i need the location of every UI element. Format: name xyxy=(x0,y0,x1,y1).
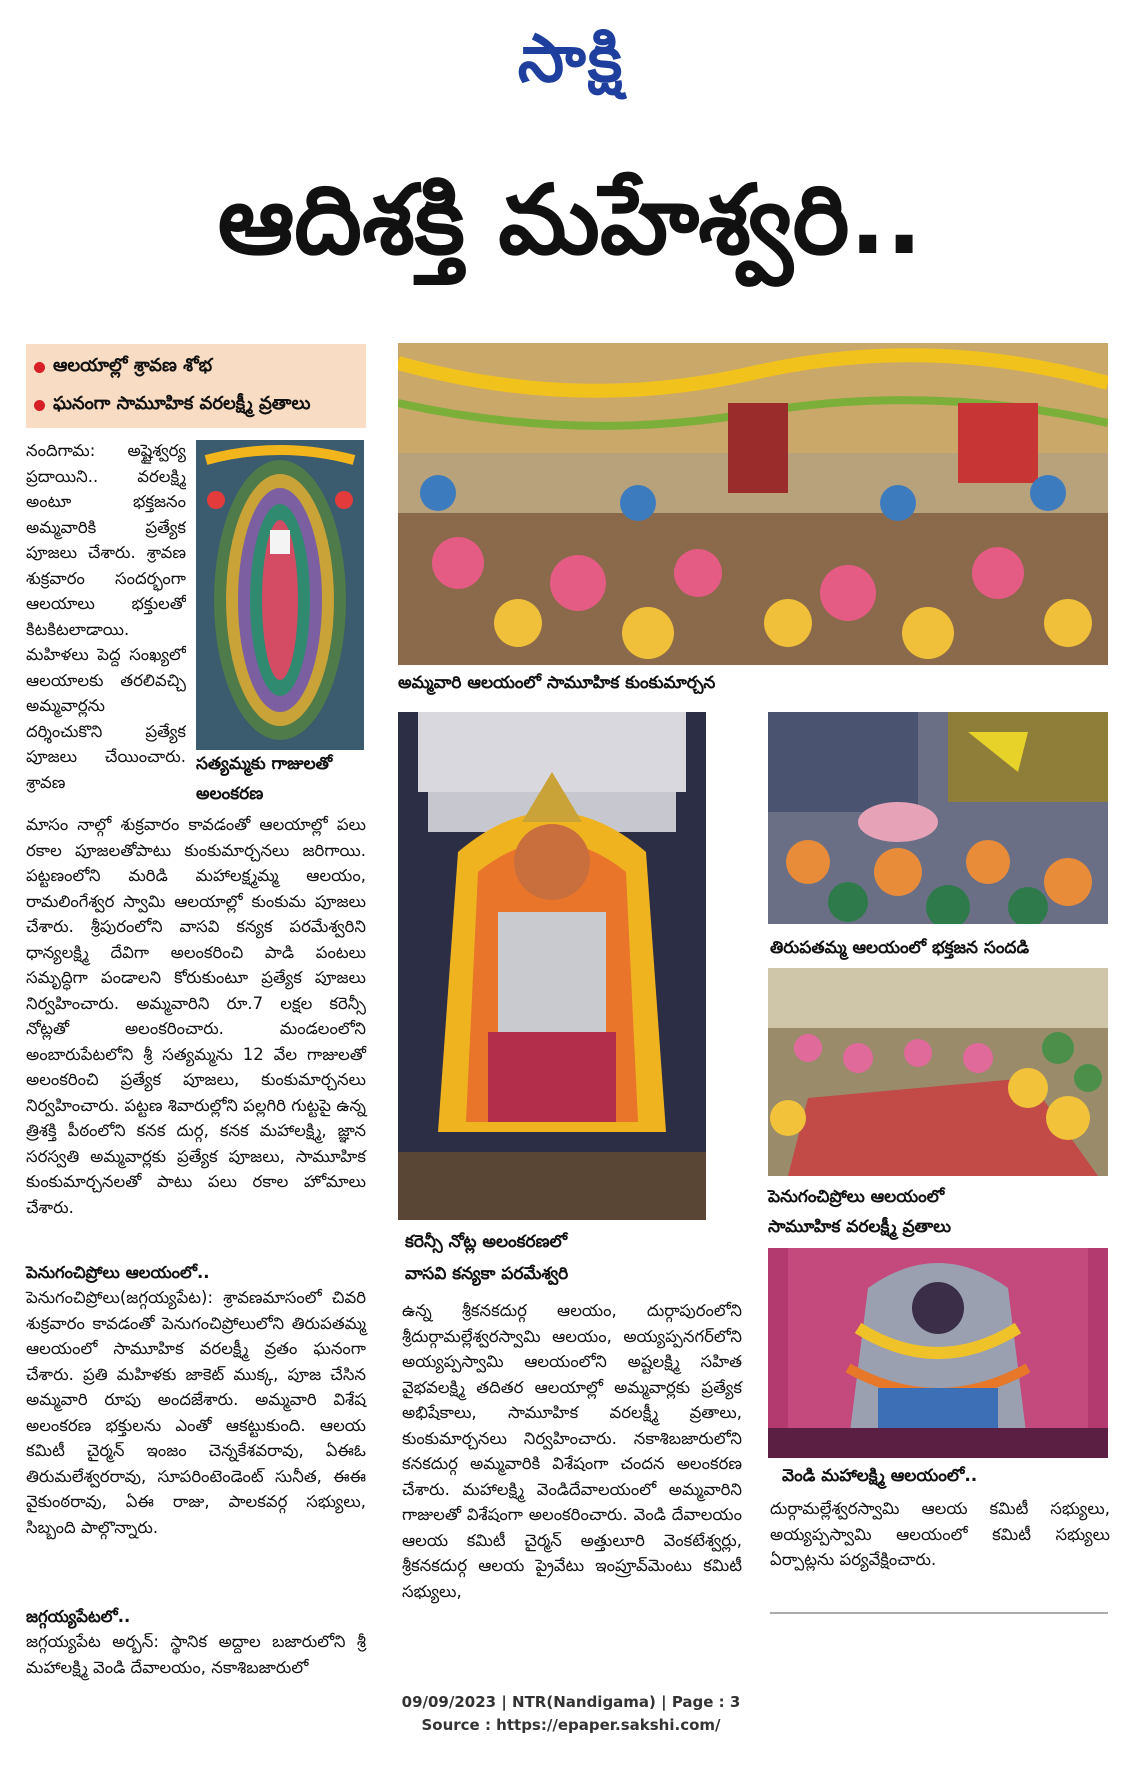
caption-penuganchi-line1: పెనుగంచిప్రోలు ఆలయంలో xyxy=(768,1187,945,1207)
highlight-item xyxy=(26,386,366,424)
vasavi-deity-image xyxy=(398,712,706,1220)
bullet-icon xyxy=(34,400,45,411)
penuganchiprolu-vratham-photo xyxy=(768,968,1108,1176)
article-paragraph-1: మాసం నాల్గో శుక్రవారం కావడంతో ఆలయాల్లో పలు రకాల పూజలతోపాటు కుంకుమార్చనలు జరిగాయి. పట్టణంలోని మరిడి మహాలక్ష్మమ్మ ఆలయం, రామలింగేశ్వర స్వామి ఆలయాల్లో కుంకుమ పూజలు చేశారు. శ్రీపురంలోని వాసవి కన్యక పరమేశ్వరిని ధాన్యలక్ష్మి దేవిగా అలంకరించి పాడి పంటలు సమృద్ధిగా పండాలని కోరుకుంటూ ప్రత్యేక పూజలు నిర్వహించారు. అమ్మవారిని రూ.7 లక్షల కరెన్సీ నోట్లతో అలంకరించారు. మండలంలోని అంబారుపేటలోని శ్రీ సత్యమ్మను 12 వేల గాజులతో అలంకరించి ప్రత్యేక పూజలు, కుంకుమార్చనలు నిర్వహించారు. పట్టణ శివారుల్లోని పల్లగిరి గుట్టపై ఉన్న త్రిశక్తి పీఠంలోని కనక దుర్గ, కనక మహాలక్ష్మి, జ్ఞాన సరస్వతి అమ్మవార్లకు ప్రత్యేక పూజలు, సామూహిక కుంకుమార్చనలతో పాటు పలు రకాల హోమాలు చేశారు. xyxy=(26,815,366,1217)
article-paragraph-2: పెనుగంచిప్రోలు(జగ్గయ్యపేట): శ్రావణమాసంలో చివరి శుక్రవారం కావడంతో పెనుగంచిప్రోలులోని తిరుపతమ్మ ఆలయంలో సామూహిక వరలక్ష్మీ వ్రతం ఘనంగా చేశారు. ప్రతి మహిళకు జాకెట్ ముక్క, పూజ చేసిన అమ్మవారి రూపు అందజేశారు. అమ్మవారి విశేష అలంకరణ భక్తులను ఎంతో ఆకట్టుకుంది. ఆలయ కమిటీ చైర్మన్ ఇంజం చెన్నకేశవరావు, ఏఈఓ తిరుమలేశ్వరరావు, సూపరింటెండెంట్ సునీత, ఈఈ వైకుంఠరావు, ఏఈ రాజు, పాలకవర్గ సభ్యులు, సిబ్బంది పాల్గొన్నారు. xyxy=(26,1288,367,1537)
subheading-penuganchiprolu: పెనుగంచిప్రోలు ఆలయంలో.. xyxy=(26,1263,210,1282)
highlights-box xyxy=(26,344,366,428)
temple-gathering-image xyxy=(398,343,1108,665)
satyamma-bangles-photo xyxy=(196,440,364,750)
kumkumarchana-photo xyxy=(398,343,1108,665)
article-paragraph-4: ఉన్న శ్రీకనకదుర్గ ఆలయం, దుర్గాపురంలోని శ్రీదుర్గామల్లేశ్వరస్వామి ఆలయం, అయ్యప్పనగర్‌లోని అయ్యప్పస్వామి ఆలయంలోని అష్టలక్ష్మి సహిత వైభవలక్ష్మి తదితర ఆలయాల్లో అమ్మవార్లకు ప్రత్యేక అభిషేకాలు, సామూహిక వరలక్ష్మీ వ్రతాలు, కుంకుమార్చనలు నిర్వహించారు. నకాశిబజారులోని కనకదుర్గ అమ్మవారికి విశేషంగా చందన అలంకరణ చేశారు. మహాలక్ష్మి వెండిదేవాలయంలో అమ్మవారిని గాజులతో విశేషంగా అలంకరించారు. వెండి దేవాలయం ఆలయ కమిటీ చైర్మన్ అత్తులూరి వెంకటేశ్వర్లు, శ్రీకనకదుర్గ ఆలయ ప్రైవేటు ఇంప్రూవ్‌మెంటు కమిటీ సభ్యులు, xyxy=(402,1301,742,1601)
silver-deity-image xyxy=(768,1248,1108,1458)
article-intro: నందిగామ: అష్టైశ్వర్య ప్రదాయిని.. వరలక్ష్మి అంటూ భక్తజనం అమ్మవారికి ప్రత్యేక పూజలు చేశారు. శ్రావణ శుక్రవారం సందర్భంగా ఆలయాలు భక్తులతో కిటకిటలాడాయి. మహిళలు పెద్ద సంఖ్యలో ఆలయాలకు తరలివచ్చి అమ్మవార్లను దర్శించుకొని ప్రత్యేక పూజలు చేయించారు. శ్రావణ xyxy=(26,441,186,792)
article-paragraph-3: జగ్గయ్యపేట అర్బన్: స్థానిక అద్దాల బజారులోని శ్రీ మహాలక్ష్మి వెండి దేవాలయం, నకాశిబజారులో xyxy=(26,1632,366,1677)
highlight-text: ఆలయాల్లో శ్రావణ శోభ xyxy=(53,354,213,376)
vratham-rows-image xyxy=(768,968,1108,1176)
highlight-text: ఘనంగా సామూహిక వరలక్ష్మీ వ్రతాలు xyxy=(53,392,311,414)
bullet-icon xyxy=(34,362,45,373)
article-paragraph-5: దుర్గామల్లేశ్వరస్వామి ఆలయ కమిటీ సభ్యులు, అయ్యప్పస్వామి ఆలయంలో కమిటీ సభ్యులు ఏర్పాట్లను పర్యవేక్షించారు. xyxy=(770,1499,1110,1569)
column-end-rule xyxy=(770,1612,1108,1614)
footer-dateline: 09/09/2023 | NTR(Nandigama) | Page : 3 xyxy=(401,1693,741,1711)
silver-mahalakshmi-photo xyxy=(768,1248,1108,1458)
devotees-crowd-image xyxy=(768,712,1108,924)
caption-tirupatamma: తిరుపతమ్మ ఆలయంలో భక్తజన సందడి xyxy=(770,938,1030,958)
highlight-item xyxy=(26,348,366,386)
subheading-jaggaiahpet: జగ్గయ్యపేటలో.. xyxy=(26,1607,131,1626)
caption-kumkumarchana: అమ్మవారి ఆలయంలో సామూహిక కుంకుమార్చన xyxy=(398,673,716,693)
caption-currency-line2: వాసవి కన్యకా పరమేశ్వరి xyxy=(405,1264,569,1284)
masthead-logo: సాక్షి xyxy=(517,20,625,97)
caption-satyamma-line2: అలంకరణ xyxy=(196,784,264,804)
caption-penuganchi-line2: సామూహిక వరలక్ష్మీ వ్రతాలు xyxy=(768,1217,952,1237)
caption-silver-temple: వెండి మహాలక్ష్మి ఆలయంలో.. xyxy=(782,1466,978,1486)
tirupatamma-photo xyxy=(768,712,1108,924)
caption-currency-line1: కరెన్సీ నోట్ల అలంకరణలో xyxy=(405,1232,568,1252)
bangles-deity-image xyxy=(196,440,364,750)
caption-satyamma-line1: సత్యమ్మకు గాజులతో xyxy=(196,754,333,774)
currency-decoration-photo xyxy=(398,712,706,1220)
page-headline: ఆదిశక్తి మహేశ్వరి.. xyxy=(217,164,923,276)
footer-source: Source : https://epaper.sakshi.com/ xyxy=(421,1716,721,1734)
